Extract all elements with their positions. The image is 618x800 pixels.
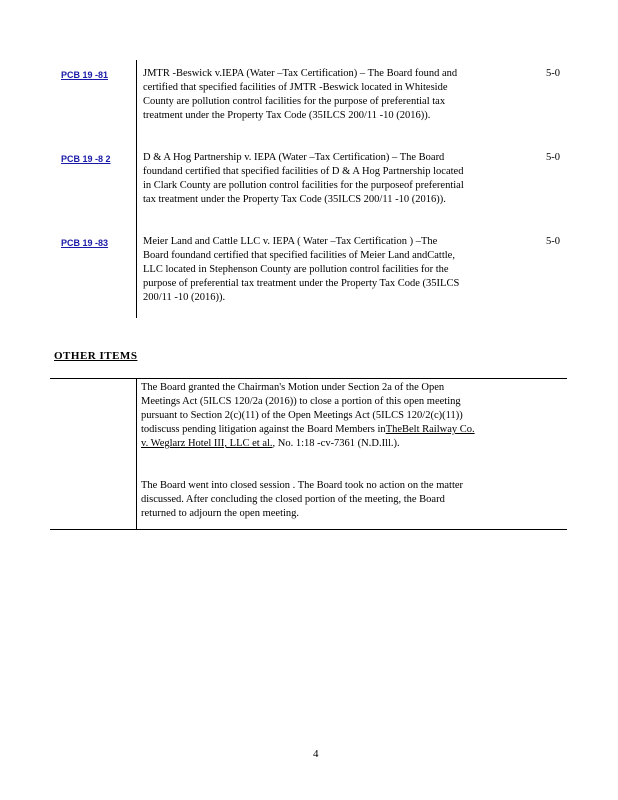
- case-description: D & A Hog Partnership v. IEPA (Water –Tax Certification) – The Board foundand certified that specified facilities of D & A Hog Partnership located in Clark County are pollution control facilities for the purposeof preferential tax treatment under the Property Tax Code (35ILCS 200/11 -10 (2016)).: [143, 152, 464, 205]
- motion-text: The Board granted the Chairman's Motion under Section 2a of the Open Meetings Act (5ILCS 120/2a (2016)) to close a portion of this open meeting pursuant to Section 2(c)(11) of the Open Meetings Act (5ILCS 120/2(c)(11)) todiscuss pending litigation against the Board Members in: [141, 382, 463, 435]
- litigation-case-name: TheBelt Railway Co. v. Weglarz Hotel III, LLC et al.: [141, 424, 475, 449]
- case-link-pcb-19-82[interactable]: PCB 19 -8 2: [61, 154, 111, 164]
- case-number-text: , No. 1:18 -cv-7361 (N.D.Ill.).: [272, 438, 400, 449]
- other-items-divider: [136, 378, 137, 530]
- case-table-divider: [136, 60, 137, 318]
- closed-session-result-paragraph: The Board went into closed session . The Board took no action on the matter discussed. After concluding the closed portion of the meeting, the Board returned to adjourn the open meeting.: [141, 480, 464, 519]
- other-items-top-rule: [50, 378, 567, 379]
- vote-result: 5-0: [546, 236, 560, 247]
- other-items-bottom-rule: [50, 529, 567, 530]
- closed-session-motion-paragraph: [141, 381, 478, 451]
- case-link-pcb-19-81[interactable]: PCB 19 -81: [61, 70, 109, 80]
- vote-result: 5-0: [546, 152, 560, 163]
- page-number: 4: [313, 748, 319, 760]
- case-description: Meier Land and Cattle LLC v. IEPA ( Water –Tax Certification ) –The Board foundand certified that specified facilities of Meier Land andCattle, LLC located in Stephenson County are pollution control facilities for the purpose of preferential tax treatment under the Property Tax Code (35ILCS 200/11 -10 (2016)).: [143, 236, 460, 303]
- case-link-pcb-19-83[interactable]: PCB 19 -83: [61, 238, 109, 248]
- other-items-heading: OTHER ITEMS: [54, 350, 138, 362]
- vote-result: 5-0: [546, 68, 560, 79]
- case-description: JMTR -Beswick v.IEPA (Water –Tax Certification) – The Board found and certified that specified facilities of JMTR -Beswick located in Whiteside County are pollution control facilities for the purpose of preferential tax treatment under the Property Tax Code (35ILCS 200/11 -10 (2016)).: [143, 68, 458, 121]
